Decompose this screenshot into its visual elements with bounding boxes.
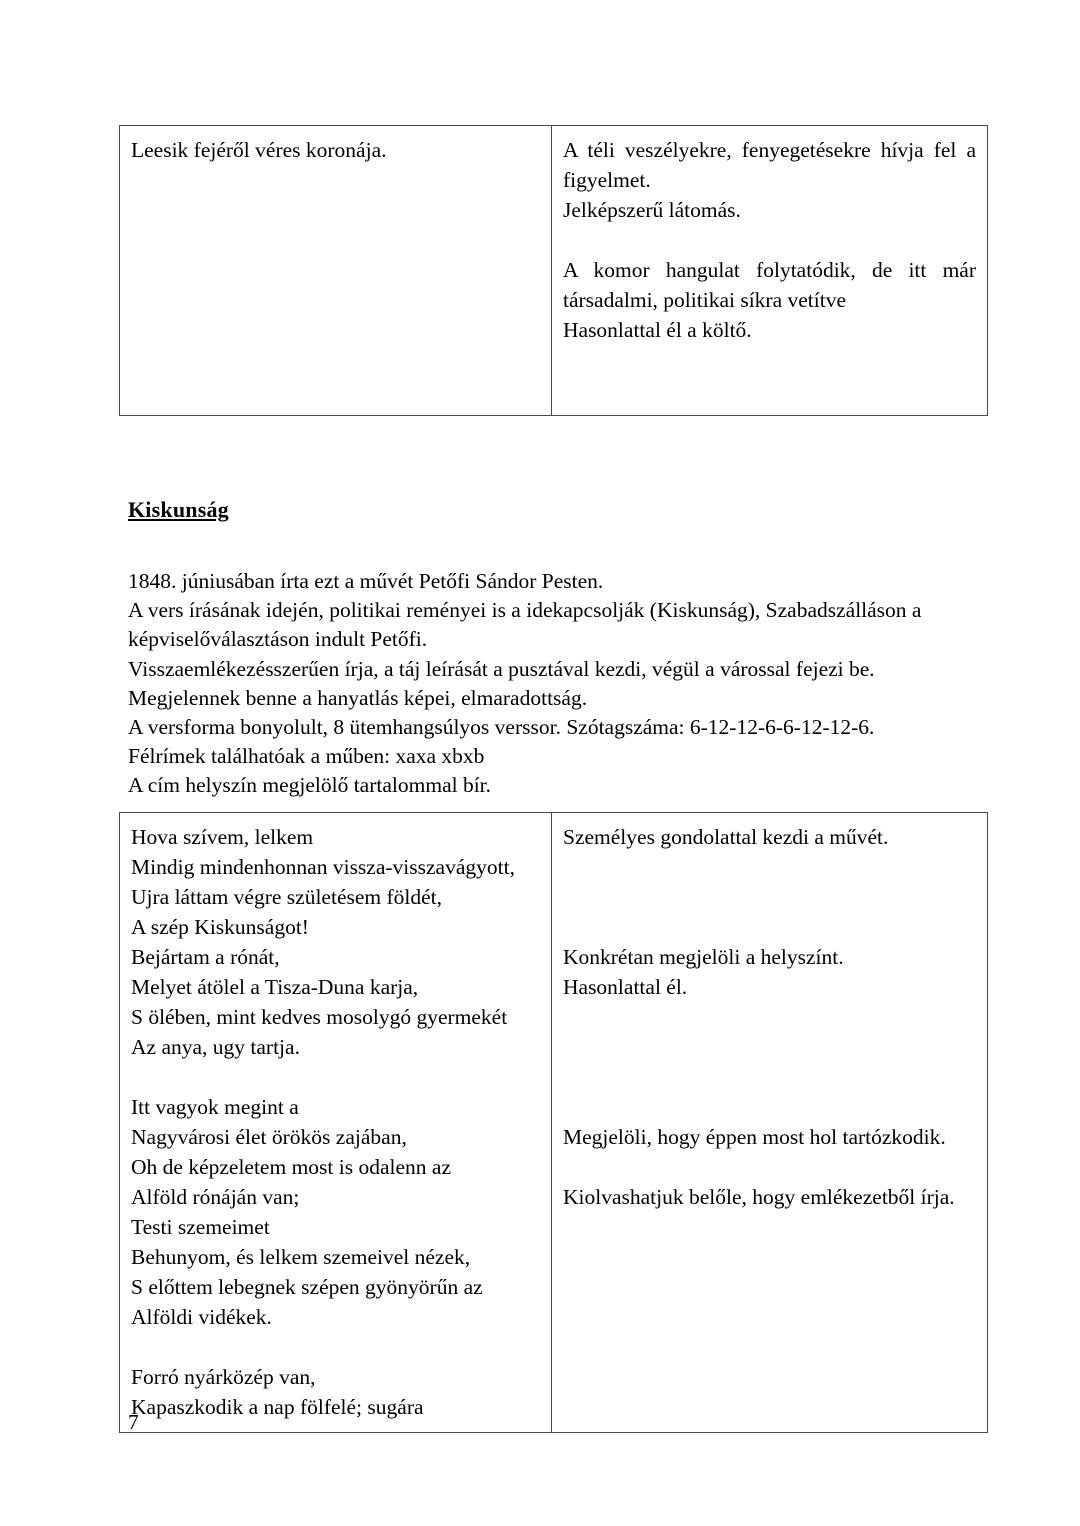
poem-line: Bejártam a rónát, bbox=[131, 945, 280, 969]
table-row bbox=[120, 813, 988, 1433]
note-1: Személyes gondolattal kezdi a művét. bbox=[563, 825, 889, 849]
poem-line: Hova szívem, lelkem bbox=[131, 825, 314, 849]
poem-line: Alföld rónáján van; bbox=[131, 1185, 300, 1209]
spacer bbox=[563, 1152, 976, 1182]
intro-line-4: Megjelennek benne a hanyatlás képei, elmaradottság. bbox=[128, 685, 588, 710]
poem-notes-cell bbox=[552, 813, 988, 1433]
intro-text-block bbox=[128, 567, 946, 801]
spacer bbox=[131, 1062, 540, 1092]
poem-line: Itt vagyok megint a bbox=[131, 1095, 299, 1119]
spacer bbox=[563, 882, 976, 912]
intro-line-7: A cím helyszín megjelölő tartalommal bír. bbox=[128, 773, 492, 798]
observations-analysis-cell bbox=[552, 126, 988, 416]
intro-line-5: A versforma bonyolult, 8 ütemhangsúlyos verssor. Szótagszáma: 6-12-12-6-6-12-12-6. bbox=[128, 715, 875, 740]
poem-line: Testi szemeimet bbox=[131, 1215, 270, 1239]
spacer bbox=[563, 912, 976, 942]
note-2: Konkrétan megjelöli a helyszínt. bbox=[563, 945, 844, 969]
spacer bbox=[563, 1032, 976, 1062]
poem-line: S előttem lebegnek szépen gyönyörűn az bbox=[131, 1275, 483, 1299]
analysis-paragraph-2: Jelképszerű látomás. bbox=[563, 198, 741, 222]
poem-line: Behunyom, és lelkem szemeivel nézek, bbox=[131, 1245, 471, 1269]
poem-line: Ujra láttam végre születésem földét, bbox=[131, 885, 443, 909]
intro-line-3: Visszaemlékezésszerűen írja, a táj leírását a pusztával kezdi, végül a várossal fejezi be. bbox=[128, 656, 875, 681]
observations-quote-cell bbox=[120, 126, 552, 416]
note-3: Hasonlattal él. bbox=[563, 975, 688, 999]
poem-line: Kapaszkodik a nap fölfelé; sugára bbox=[131, 1395, 424, 1419]
spacer bbox=[563, 852, 976, 882]
poem-line: Mindig mindenhonnan vissza-visszavágyott, bbox=[131, 855, 515, 879]
poem-line: Forró nyárközép van, bbox=[131, 1365, 316, 1389]
quote-line: Leesik fejéről véres koronája. bbox=[131, 138, 387, 162]
poem-line: Nagyvárosi élet örökös zajában, bbox=[131, 1125, 407, 1149]
note-4: Megjelöli, hogy éppen most hol tartózkodik. bbox=[563, 1125, 946, 1149]
analysis-paragraph-1: A téli veszélyekre, fenyegetésekre hívja fel a figyelmet. bbox=[563, 138, 976, 192]
poem-line: Oh de képzeletem most is odalenn az bbox=[131, 1155, 452, 1179]
spacer bbox=[131, 1332, 540, 1362]
analysis-paragraph-3: A komor hangulat folytatódik, de itt már társadalmi, politikai síkra vetítve bbox=[563, 258, 976, 312]
table-row bbox=[120, 126, 988, 416]
spacer bbox=[563, 1002, 976, 1032]
poem-line: S ölében, mint kedves mosolygó gyermekét bbox=[131, 1005, 508, 1029]
intro-line-1: 1848. júniusában írta ezt a művét Petőfi Sándor Pesten. bbox=[128, 569, 604, 593]
spacer bbox=[563, 1092, 976, 1122]
poem-cell bbox=[120, 813, 552, 1433]
poem-line: A szép Kiskunságot! bbox=[131, 915, 309, 939]
observations-table bbox=[119, 125, 988, 416]
poem-line: Melyet átölel a Tisza-Duna karja, bbox=[131, 975, 419, 999]
intro-line-2: A vers írásának idején, politikai reményei is a idekapcsolják (Kiskunság), Szabadszálláson a képviselőválasztáson indult Petőfi. bbox=[128, 598, 922, 652]
spacer bbox=[563, 225, 976, 255]
kiskunsag-table bbox=[119, 812, 988, 1433]
intro-line-6: Félrímek találhatóak a műben: xaxa xbxb bbox=[128, 744, 485, 769]
spacer bbox=[563, 1062, 976, 1092]
analysis-paragraph-4: Hasonlattal él a költő. bbox=[563, 318, 752, 342]
poem-line: Az anya, ugy tartja. bbox=[131, 1035, 300, 1059]
note-5: Kiolvashatjuk belőle, hogy emlékezetből írja. bbox=[563, 1185, 955, 1209]
page-number: 7 bbox=[128, 1410, 139, 1434]
poem-line: Alföldi vidékek. bbox=[131, 1305, 272, 1329]
section-heading-kiskunsag: Kiskunság bbox=[128, 497, 229, 522]
